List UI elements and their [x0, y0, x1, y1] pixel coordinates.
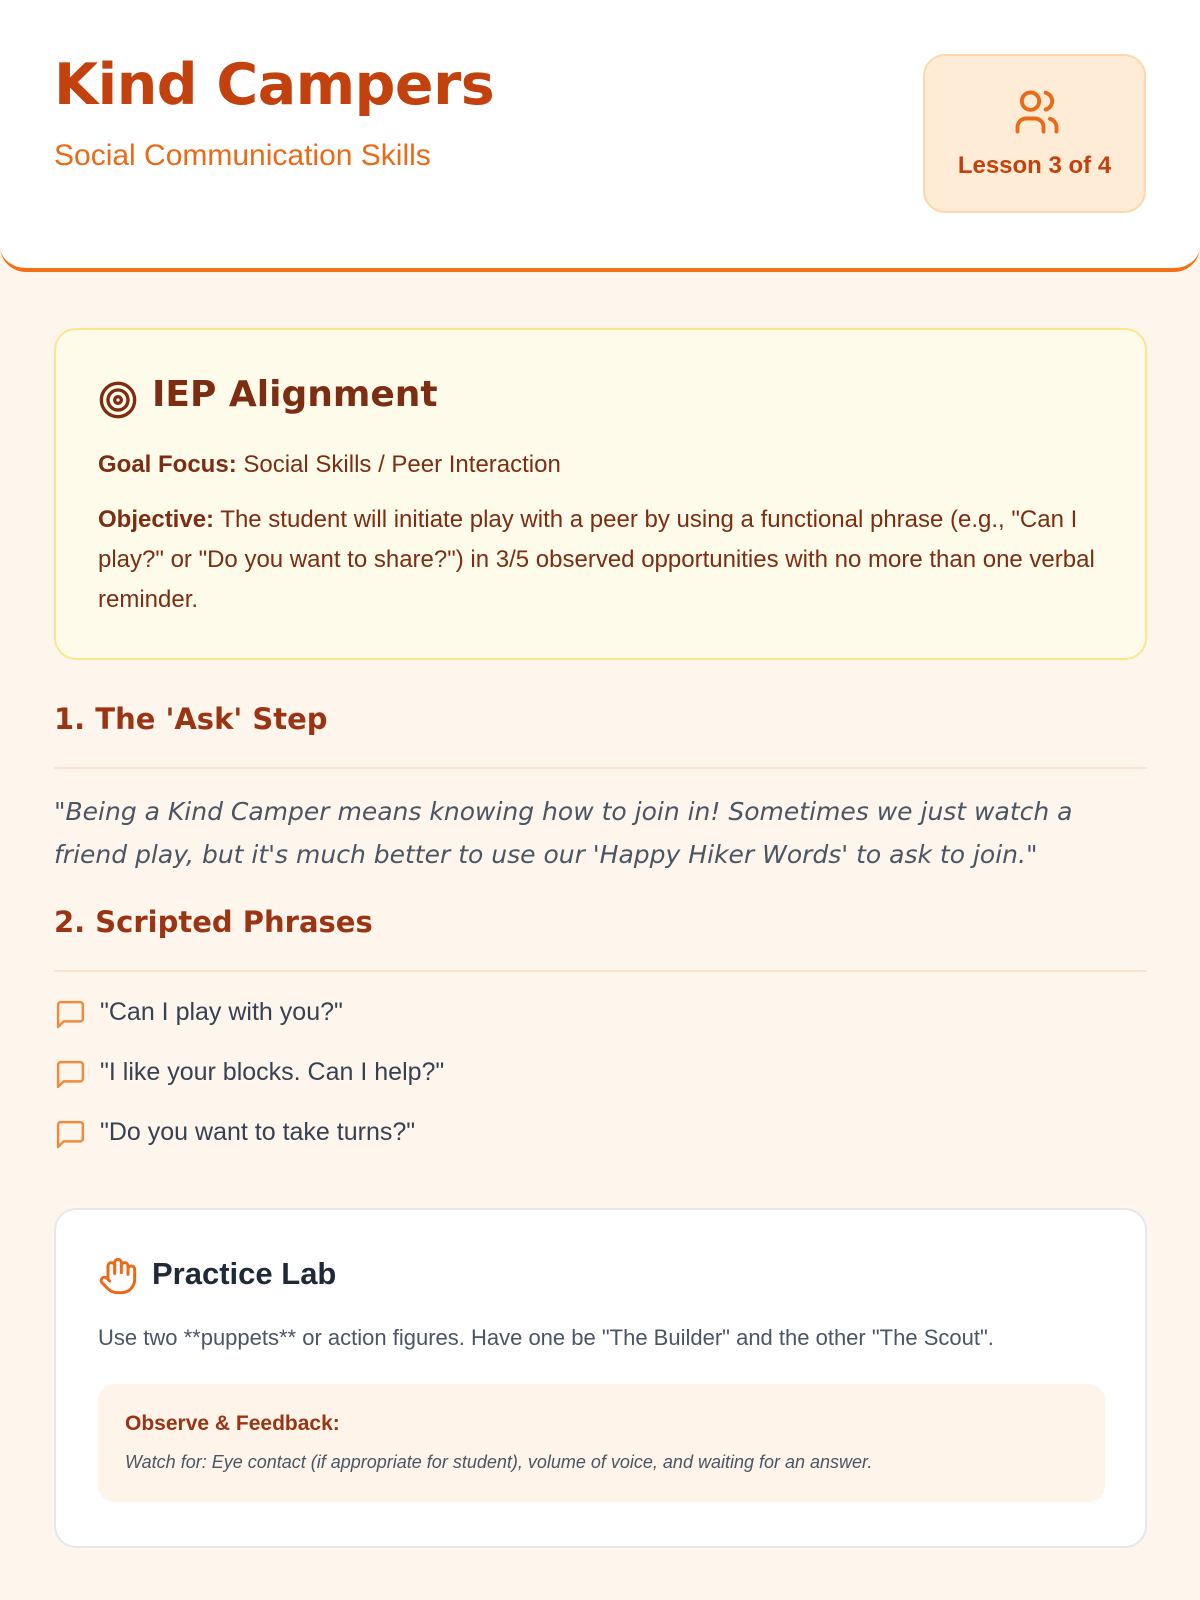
- observe-feedback-text: Watch for: Eye contact (if appropriate for student), volume of voice, and waiting for an answer.: [125, 1452, 873, 1472]
- page-header: [0, 0, 1200, 272]
- ask-step-heading: 1. The 'Ask' Step: [54, 702, 328, 736]
- speech-bubble-icon: [54, 1058, 87, 1091]
- lesson-progress-label: Lesson 3 of 4: [957, 152, 1112, 179]
- goal-focus-value: Social Skills / Peer Interaction: [243, 451, 561, 478]
- section-divider: [54, 767, 1147, 769]
- iep-title: IEP Alignment: [152, 374, 438, 415]
- phrase-text: "Do you want to take turns?": [100, 1118, 416, 1146]
- lesson-badge: [923, 54, 1146, 213]
- practice-lab-title: Practice Lab: [152, 1256, 337, 1291]
- speech-bubble-icon: [54, 998, 87, 1031]
- target-icon: [98, 380, 138, 420]
- iep-goal-focus: [98, 448, 1108, 482]
- phrase-text: "I like your blocks. Can I help?": [100, 1058, 445, 1086]
- objective-value: The student will initiate play with a peer by using a functional phrase (e.g., "Can I play?" or "Do you want to share?") in 3/5 observed opportunities with no more than one verbal reminder.: [98, 506, 1095, 613]
- iep-objective: [98, 500, 1108, 620]
- phrase-text: "Can I play with you?": [100, 998, 343, 1026]
- practice-lab-card: [54, 1208, 1147, 1548]
- users-icon: [1011, 86, 1063, 138]
- app-title: Kind Campers: [54, 52, 495, 118]
- speech-bubble-icon: [54, 1118, 87, 1151]
- hand-icon: [98, 1256, 138, 1296]
- objective-label: Objective:: [98, 506, 215, 533]
- goal-focus-label: Goal Focus:: [98, 451, 237, 478]
- scripted-phrases-heading: 2. Scripted Phrases: [54, 905, 373, 939]
- ask-step-quote: "Being a Kind Camper means knowing how to join in! Sometimes we just watch a friend play, but it's much better to use our 'Happy Hiker Words' to ask to join.": [54, 797, 1073, 869]
- practice-lab-description: Use two **puppets** or action figures. Have one be "The Builder" and the other "The Scout".: [98, 1325, 994, 1350]
- observe-feedback-box: [98, 1384, 1105, 1502]
- observe-feedback-title: Observe & Feedback:: [125, 1412, 340, 1435]
- app-subtitle: Social Communication Skills: [54, 139, 431, 172]
- iep-alignment-card: [54, 328, 1147, 660]
- section-divider: [54, 970, 1147, 972]
